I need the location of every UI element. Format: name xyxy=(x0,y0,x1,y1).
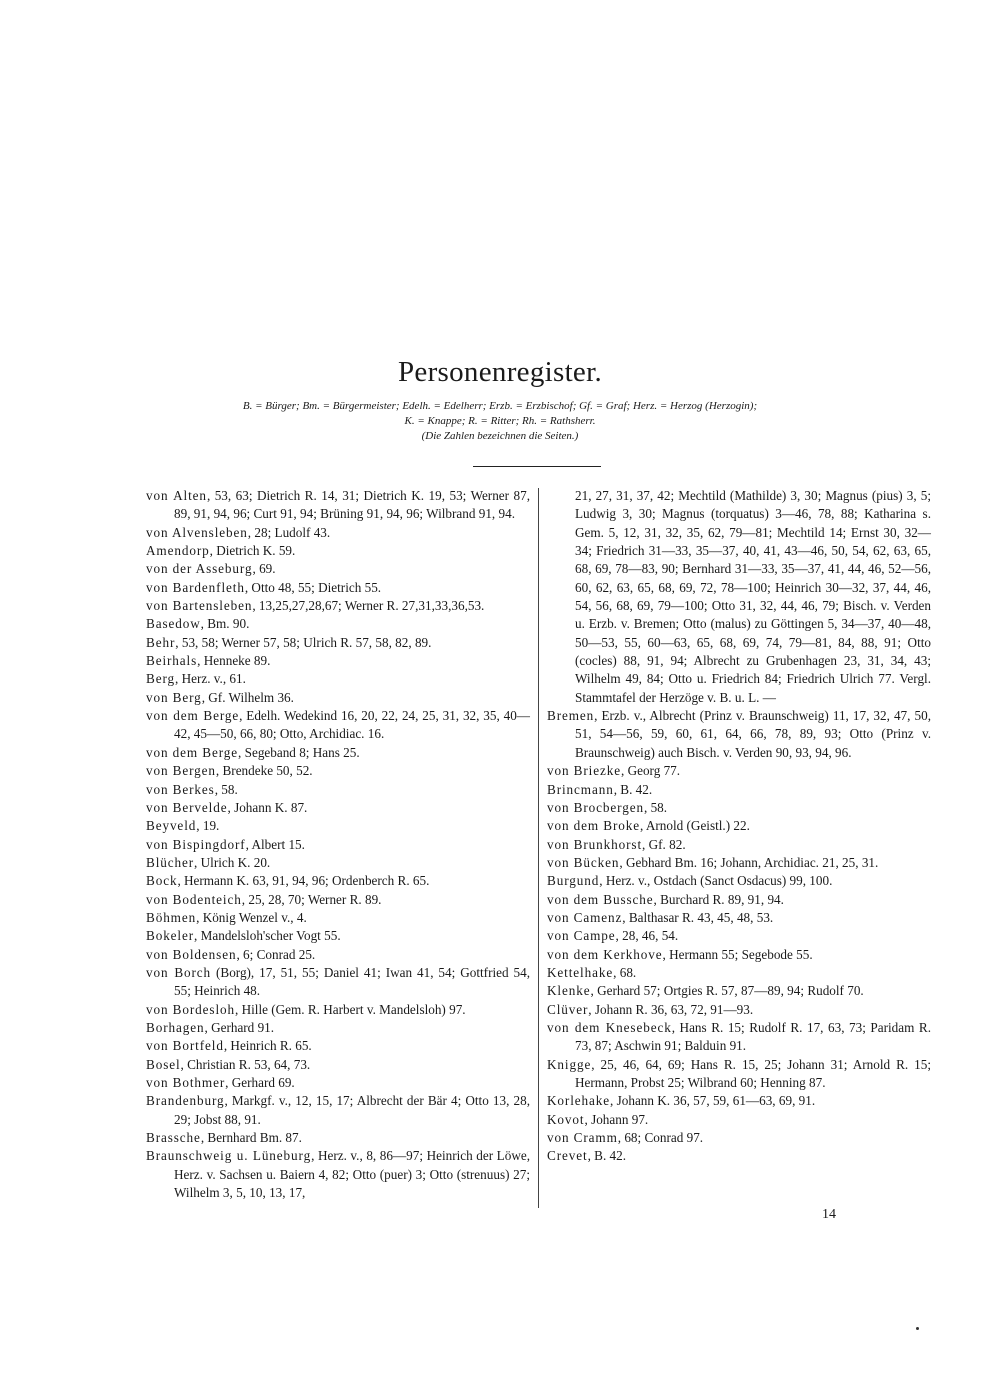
index-entry xyxy=(146,1001,530,1019)
index-entry xyxy=(146,560,530,578)
entry-name: von Boldensen xyxy=(146,946,237,962)
entry-references: , Herz. v., 8, 86—97; Heinrich der Löwe, Herz. v. Sachsen u. Baiern 4, 82; Otto (puer) 3; Otto (strenuus) 27; Wilhelm 3, 5, 10, 13, 17, xyxy=(174,1148,530,1201)
entry-references: , 28; Ludolf 43. xyxy=(247,524,331,540)
entry-references: , Georg 77. xyxy=(620,763,681,779)
entry-references: , Segeband 8; Hans 25. xyxy=(238,744,360,760)
index-entry xyxy=(146,689,530,707)
entry-name: von Bodenteich xyxy=(146,891,242,907)
index-entry xyxy=(547,1111,931,1129)
entry-name: Braunschweig u. Lüneburg xyxy=(146,1148,312,1164)
entry-references: , Heinrich R. 65. xyxy=(223,1038,312,1054)
entry-references: , Gf. Wilhelm 36. xyxy=(201,689,294,705)
entry-references: , Herz. v., 61. xyxy=(175,671,246,687)
index-entry xyxy=(547,946,931,964)
entry-name: Klenke xyxy=(547,983,591,999)
index-entry xyxy=(146,927,530,945)
entry-name: Blücher xyxy=(146,854,195,870)
entry-name: Brassche xyxy=(146,1130,201,1146)
index-entry xyxy=(146,781,530,799)
entry-references: , Gerhard 57; Ortgies R. 57, 87—89, 94; Rudolf 70. xyxy=(590,983,864,999)
entry-references: , Hille (Gem. R. Harbert v. Mandelsloh) 97. xyxy=(235,1001,466,1017)
entry-references: , Hans R. 15; Rudolf R. 17, 63, 73; Paridam R. 73, 87; Aschwin 91; Balduin 91. xyxy=(575,1019,932,1054)
abbreviation-line: K. = Knappe; R. = Ritter; Rh. = Rathsherr. xyxy=(404,415,596,427)
index-entry xyxy=(547,836,931,854)
index-entry xyxy=(146,744,530,762)
entry-name: von Brocbergen xyxy=(547,799,644,815)
entry-name: Behr xyxy=(146,634,176,650)
entry-name: von Brunkhorst xyxy=(547,836,643,852)
entry-references: , Christian R. 53, 64, 73. xyxy=(180,1056,311,1072)
entry-references: , Hermann K. 63, 91, 94, 96; Ordenberch R. 65. xyxy=(177,873,430,889)
index-entry xyxy=(146,891,530,909)
abbreviation-line: B. = Bürger; Bm. = Bürgermeister; Edelh. = Edelherr; Erzb. = Erzbischof; Gf. = Graf; Herz. = Herzog (Herzogin); xyxy=(242,400,758,412)
index-entry xyxy=(547,1147,931,1165)
entry-name: von Bardenfleth xyxy=(146,579,245,595)
column-divider xyxy=(538,488,539,1208)
entry-name: Beyveld xyxy=(146,818,197,834)
entry-references: , 58. xyxy=(643,799,668,815)
entry-references: , Mandelsloh'scher Vogt 55. xyxy=(194,928,341,944)
index-entry xyxy=(146,579,530,597)
entry-name: von dem Bussche xyxy=(547,891,654,907)
entry-name: von Bergen xyxy=(146,763,216,779)
entry-name: von Bervelde xyxy=(146,799,228,815)
index-entry xyxy=(146,524,530,542)
index-entry xyxy=(547,799,931,817)
entry-name: Bosel xyxy=(146,1056,181,1072)
entry-name: Kovot xyxy=(547,1111,585,1127)
index-entry xyxy=(547,1056,931,1093)
index-entry xyxy=(146,615,530,633)
index-entry xyxy=(547,1129,931,1147)
index-entry xyxy=(547,872,931,890)
entry-name: Knigge xyxy=(547,1056,592,1072)
entry-references: , 25, 28, 70; Werner R. 89. xyxy=(241,891,382,907)
entry-name: Bremen xyxy=(547,708,595,724)
entry-name: von Bothmer xyxy=(146,1075,226,1090)
entry-references: , König Wenzel v., 4. xyxy=(196,909,307,925)
entry-name: Böhmen xyxy=(146,909,197,925)
entry-references: , Markgf. v., 12, 15, 17; Albrecht der Bär 4; Otto 13, 28, 29; Jobst 88, 91. xyxy=(174,1093,530,1127)
entry-name: von Bücken xyxy=(547,854,620,870)
entry-name: von Campe xyxy=(547,928,616,944)
entry-name: Berg xyxy=(146,671,175,687)
index-entry xyxy=(547,487,931,707)
index-entry xyxy=(146,1129,530,1147)
entry-name: von der Asseburg xyxy=(146,561,253,577)
right-column xyxy=(547,487,931,1166)
entry-references: , 69. xyxy=(252,561,276,577)
index-entry xyxy=(547,1001,931,1019)
index-entry xyxy=(547,891,931,909)
entry-references: , Arnold (Geistl.) 22. xyxy=(640,818,750,834)
left-column xyxy=(146,487,530,1202)
entry-references: , 53, 63; Dietrich R. 14, 31; Dietrich K. 19, 53; Werner 87, 89, 91, 94, 96; Curt 91, 94; Brüning 91, 94, 96; Wilbrand 91, 94. xyxy=(174,488,530,522)
entry-references: , Gebhard Bm. 16; Johann, Archidiac. 21, 25, 31. xyxy=(619,854,879,870)
index-entry xyxy=(146,1019,530,1037)
entry-name: von Borch xyxy=(146,964,212,980)
entry-references: , 28, 46, 54. xyxy=(615,928,679,944)
entry-references: , Bm. 90. xyxy=(200,616,250,632)
index-entry xyxy=(146,542,530,560)
entry-name: von Cramm xyxy=(547,1130,618,1146)
entry-name: Borhagen xyxy=(146,1019,205,1035)
entry-references: , Bernhard Bm. 87. xyxy=(200,1130,302,1146)
entry-references: , B. 42. xyxy=(613,781,653,797)
entry-name: von Camenz xyxy=(547,909,623,925)
entry-references: , Erzb. v., Albrecht (Prinz v. Braunschweig) 11, 17, 32, 47, 50, 51, 54—56, 59, 60, 61, 64, 66, 78, 89, 93; Otto (Prinz v. Braunschweig) auch Bisch. v. Verden 90, 93, 94, 96. xyxy=(575,708,931,760)
entry-references: , Johann K. 36, 57, 59, 61—63, 69, 91. xyxy=(610,1093,816,1109)
index-entry xyxy=(547,762,931,780)
index-entry xyxy=(146,487,530,524)
entry-references: , Johann K. 87. xyxy=(227,799,308,815)
abbreviation-note: (Die Zahlen bezeichnen die Seiten.) xyxy=(421,430,579,442)
index-entry xyxy=(547,982,931,1000)
title-rule xyxy=(473,466,601,467)
index-entry xyxy=(547,1019,931,1056)
index-entry xyxy=(146,1056,530,1074)
entry-references: (Borg), 17, 51, 55; Daniel 41; Iwan 41, 54; Gottfried 54, 55; Heinrich 48. xyxy=(174,964,530,999)
entry-name: von Briezke xyxy=(547,763,621,779)
entry-name: Burgund xyxy=(547,873,600,889)
entry-references: , 6; Conrad 25. xyxy=(236,946,316,962)
entry-references: , 13,25,27,28,67; Werner R. 27,31,33,36,53. xyxy=(252,598,485,614)
index-entry xyxy=(547,781,931,799)
entry-name: von dem Berge xyxy=(146,744,239,760)
index-entry xyxy=(547,854,931,872)
index-entry xyxy=(146,946,530,964)
entry-name: Clüver xyxy=(547,1001,589,1017)
entry-name: Bokeler xyxy=(146,928,195,944)
entry-name: Beirhals xyxy=(146,653,198,669)
entry-references: , Dietrich K. 59. xyxy=(209,543,296,559)
entry-name: von dem Kerkhove xyxy=(547,946,663,962)
entry-references: , Balthasar R. 43, 45, 48, 53. xyxy=(622,909,774,925)
entry-references: , Burchard R. 89, 91, 94. xyxy=(653,891,784,907)
entry-references: , Albert 15. xyxy=(245,836,305,852)
entry-name: von Bispingdorf xyxy=(146,836,246,852)
entry-name: von Bartensleben xyxy=(146,598,253,614)
entry-references: , Gerhard 69. xyxy=(225,1075,295,1090)
index-entry xyxy=(146,854,530,872)
index-entry xyxy=(547,927,931,945)
entry-name: von dem Berge xyxy=(146,708,240,724)
entry-name: von Bordesloh xyxy=(146,1001,235,1017)
entry-name: Basedow xyxy=(146,616,201,632)
entry-name: Brincmann xyxy=(547,781,614,797)
entry-name: von Berkes xyxy=(146,781,215,797)
entry-references: , 19. xyxy=(196,818,220,834)
index-entry xyxy=(146,799,530,817)
entry-references: , Brendeke 50, 52. xyxy=(215,763,313,779)
index-entry xyxy=(146,1147,530,1202)
index-entry xyxy=(146,762,530,780)
entry-name: von Alten xyxy=(146,488,207,503)
print-speck xyxy=(916,1327,919,1330)
entry-name: Bock xyxy=(146,873,178,889)
index-entry xyxy=(146,872,530,890)
index-entry xyxy=(146,670,530,688)
entry-name: Korlehake xyxy=(547,1093,611,1109)
entry-name: von Alvensleben xyxy=(146,524,248,540)
entry-references: , Otto 48, 55; Dietrich 55. xyxy=(244,579,382,595)
index-entry xyxy=(146,597,530,615)
entry-references: , 53, 58; Werner 57, 58; Ulrich R. 57, 58, 82, 89. xyxy=(175,634,432,650)
index-entry xyxy=(146,634,530,652)
index-entry xyxy=(547,964,931,982)
index-entry xyxy=(146,909,530,927)
index-entry xyxy=(547,909,931,927)
index-entry xyxy=(146,1092,530,1129)
entry-references: , 25, 46, 64, 69; Hans R. 15, 25; Johann 31; Arnold R. 15; Hermann, Probst 25; Wilbrand 60; Henning 87. xyxy=(575,1056,931,1090)
index-entry xyxy=(146,1037,530,1055)
index-entry xyxy=(547,817,931,835)
entry-references: , Herz. v., Ostdach (Sanct Osdacus) 99, 100. xyxy=(599,873,833,889)
entry-references: , Johann R. 36, 63, 72, 91—93. xyxy=(588,1001,754,1017)
entry-references: , Ulrich K. 20. xyxy=(194,854,271,870)
page-title: Personenregister. xyxy=(397,356,603,388)
entry-references: , Johann 97. xyxy=(584,1111,649,1127)
index-entry xyxy=(146,836,530,854)
entry-name: von dem Broke xyxy=(547,818,641,834)
entry-references: , Edelh. Wedekind 16, 20, 22, 24, 25, 31, 32, 35, 40—42, 45—50, 66, 80; Otto, Archidiac. 16. xyxy=(174,708,530,742)
index-entry xyxy=(146,707,530,744)
index-entry xyxy=(146,964,530,1001)
entry-name: von dem Knesebeck xyxy=(547,1019,672,1035)
index-entry xyxy=(547,1092,931,1110)
index-entry xyxy=(146,652,530,670)
entry-name: Kettelhake xyxy=(547,964,614,980)
entry-references: , Henneke 89. xyxy=(197,653,271,669)
entry-references: , 58. xyxy=(214,781,238,797)
entry-references: , Hermann 55; Segebode 55. xyxy=(662,946,813,962)
entry-name: von Berg xyxy=(146,689,202,705)
entry-references: , Gf. 82. xyxy=(642,836,686,852)
entry-references: , 68; Conrad 97. xyxy=(617,1130,704,1146)
entry-name: von Bortfeld xyxy=(146,1038,224,1054)
page-number: 14 xyxy=(822,1207,836,1222)
index-entry xyxy=(146,817,530,835)
abbreviation-legend xyxy=(180,399,820,444)
index-entry xyxy=(146,1074,530,1092)
entry-name: Brandenburg xyxy=(146,1093,225,1109)
entry-references: , B. 42. xyxy=(587,1148,627,1164)
entry-name: Amendorp xyxy=(146,543,210,559)
entry-references: 21, 27, 31, 37, 42; Mechtild (Mathilde) 3, 30; Magnus (pius) 3, 5; Ludwig 3, 30; Magnus (torquatus) 3—46, 78, 88; Katharina s. Gem. 5, 12, 31, 32, 35, 62, 79—81; Mechtild 14; Ernst 30, 32—34; Friedrich 31—33, 35—37, 40, 41, 43—46, 50, 54, 62, 63, 65, 68, 69, 78—83, 90; Bernhard 31—33, 35—37, 41, 44, 46, 52—56, 60, 62, 63, 65, 68, 69, 72, 78—100; Heinrich 30—32, 37, 44, 46, 54, 56, 68, 69, 79—100; Otto 31, 32, 44, 46, 79; Bisch. v. Verden u. Erzb. v. Bremen; Otto (malus) zu Göttingen 5, 34—37, 40—48, 50—53, 55, 60—63, 65, 68, 69, 74, 79—81, 84, 88, 91; Otto (cocles) 88, 91, 94; Albrecht zu Grubenhagen 23, 31, 34, 43; Wilhelm 49, 84; Otto u. Friedrich 84; Friedrich Ulrich 77. Vergl. Stammtafel der Herzöge v. B. u. L. — xyxy=(575,488,931,705)
index-entry xyxy=(547,707,931,762)
entry-name: Crevet xyxy=(547,1148,588,1164)
entry-references: , Gerhard 91. xyxy=(204,1019,275,1035)
entry-references: , 68. xyxy=(613,964,637,980)
